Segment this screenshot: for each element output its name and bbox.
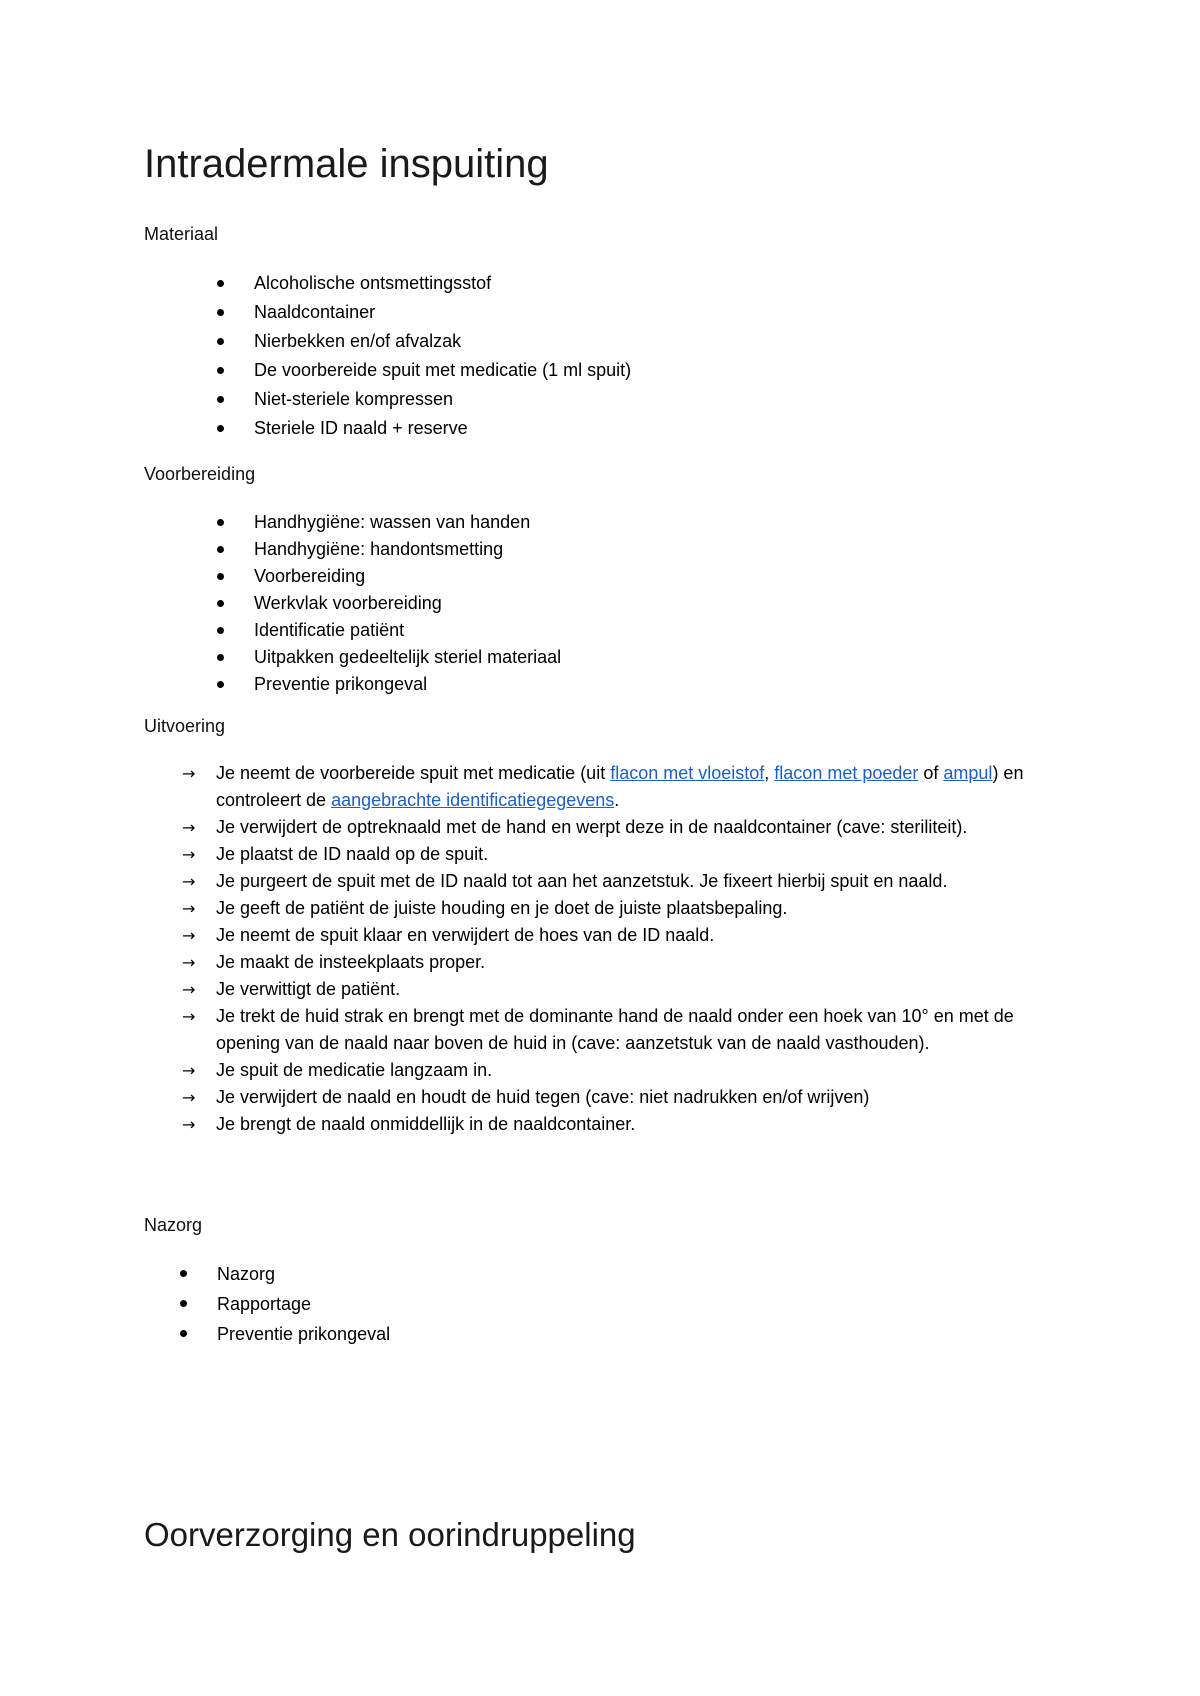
right-arrow-icon: →: [182, 818, 196, 837]
list-item: → Je brengt de naald onmiddellijk in de naaldcontainer.: [216, 1111, 1066, 1138]
bullet-dot-icon: [217, 367, 224, 374]
right-arrow-icon: →: [182, 980, 196, 999]
bullet-dot-icon: [217, 519, 224, 526]
list-item: → Je maakt de insteekplaats proper.: [216, 949, 1066, 976]
bullet-dot-icon: [217, 627, 224, 634]
bullet-dot-icon: [217, 280, 224, 287]
nazorg-list: [217, 1259, 390, 1349]
link-ampul[interactable]: ampul: [943, 763, 993, 783]
bullet-dot-icon: [217, 573, 224, 580]
list-item: De voorbereide spuit met medicatie (1 ml spuit): [254, 356, 631, 385]
right-arrow-icon: →: [182, 845, 196, 864]
list-item: → Je verwijdert de optreknaald met de hand en werpt deze in de naaldcontainer (cave: steriliteit).: [216, 814, 1066, 841]
list-item: → Je verwijdert de naald en houdt de huid tegen (cave: niet nadrukken en/of wrijven): [216, 1084, 1066, 1111]
bullet-dot-icon: [180, 1300, 187, 1307]
list-item: → Je neemt de voorbereide spuit met medicatie (uit flacon met vloeistof, flacon met poeder of ampul) en controleert de aangebrachte identificatiegegevens.: [216, 760, 1066, 814]
list-item: Niet-steriele kompressen: [254, 385, 631, 414]
right-arrow-icon: →: [182, 953, 196, 972]
section-label-voorbereiding: Voorbereiding: [144, 464, 256, 484]
bullet-dot-icon: [217, 600, 224, 607]
right-arrow-icon: →: [182, 926, 196, 945]
list-item: → Je trekt de huid strak en brengt met de dominante hand de naald onder een hoek van 10° en met de opening van de naald naar boven de huid in (cave: aanzetstuk van de naald vasthouden).: [216, 1003, 1066, 1057]
list-item: Voorbereiding: [254, 563, 561, 590]
bullet-dot-icon: [217, 425, 224, 432]
list-item: Preventie prikongeval: [254, 671, 561, 698]
bullet-dot-icon: [217, 654, 224, 661]
list-item: Nierbekken en/of afvalzak: [254, 327, 631, 356]
right-arrow-icon: →: [182, 1061, 196, 1080]
link-identificatiegegevens[interactable]: aangebrachte identificatiegegevens: [331, 790, 615, 810]
list-item: Naaldcontainer: [254, 298, 631, 327]
right-arrow-icon: →: [182, 899, 196, 918]
link-flacon-met-poeder[interactable]: flacon met poeder: [774, 763, 919, 783]
list-item: Werkvlak voorbereiding: [254, 590, 561, 617]
list-item: → Je neemt de spuit klaar en verwijdert de hoes van de ID naald.: [216, 922, 1066, 949]
right-arrow-icon: →: [182, 1007, 196, 1026]
right-arrow-icon: →: [182, 764, 196, 783]
section-label-nazorg: Nazorg: [144, 1215, 203, 1235]
page-title: Intradermale inspuiting: [144, 142, 549, 186]
bullet-dot-icon: [217, 546, 224, 553]
bullet-dot-icon: [217, 309, 224, 316]
bullet-dot-icon: [217, 396, 224, 403]
list-item: Identificatie patiënt: [254, 617, 561, 644]
right-arrow-icon: →: [182, 1088, 196, 1107]
bullet-dot-icon: [217, 681, 224, 688]
section-label-materiaal: Materiaal: [144, 224, 219, 244]
link-flacon-met-vloeistof[interactable]: flacon met vloeistof: [610, 763, 765, 783]
list-item: Rapportage: [217, 1289, 390, 1319]
list-item: → Je purgeert de spuit met de ID naald tot aan het aanzetstuk. Je fixeert hierbij spuit en naald.: [216, 868, 1066, 895]
bullet-dot-icon: [217, 338, 224, 345]
voorbereiding-list: [254, 509, 561, 698]
materiaal-list: [254, 269, 631, 443]
section-title-oorverzorging: Oorverzorging en oorindruppeling: [144, 1516, 636, 1553]
list-item: Handhygiëne: wassen van handen: [254, 509, 561, 536]
section-label-uitvoering: Uitvoering: [144, 716, 226, 736]
bullet-dot-icon: [180, 1330, 187, 1337]
uitvoering-steps: [182, 760, 1066, 1138]
list-item: Nazorg: [217, 1259, 390, 1289]
list-item: Preventie prikongeval: [217, 1319, 390, 1349]
list-item: → Je verwittigt de patiënt.: [216, 976, 1066, 1003]
right-arrow-icon: →: [182, 1115, 196, 1134]
list-item: Handhygiëne: handontsmetting: [254, 536, 561, 563]
list-item: Steriele ID naald + reserve: [254, 414, 631, 443]
list-item: → Je spuit de medicatie langzaam in.: [216, 1057, 1066, 1084]
list-item: Uitpakken gedeeltelijk steriel materiaal: [254, 644, 561, 671]
bullet-dot-icon: [180, 1270, 187, 1277]
list-item: → Je plaatst de ID naald op de spuit.: [216, 841, 1066, 868]
list-item: → Je geeft de patiënt de juiste houding en je doet de juiste plaatsbepaling.: [216, 895, 1066, 922]
right-arrow-icon: →: [182, 872, 196, 891]
list-item: Alcoholische ontsmettingsstof: [254, 269, 631, 298]
